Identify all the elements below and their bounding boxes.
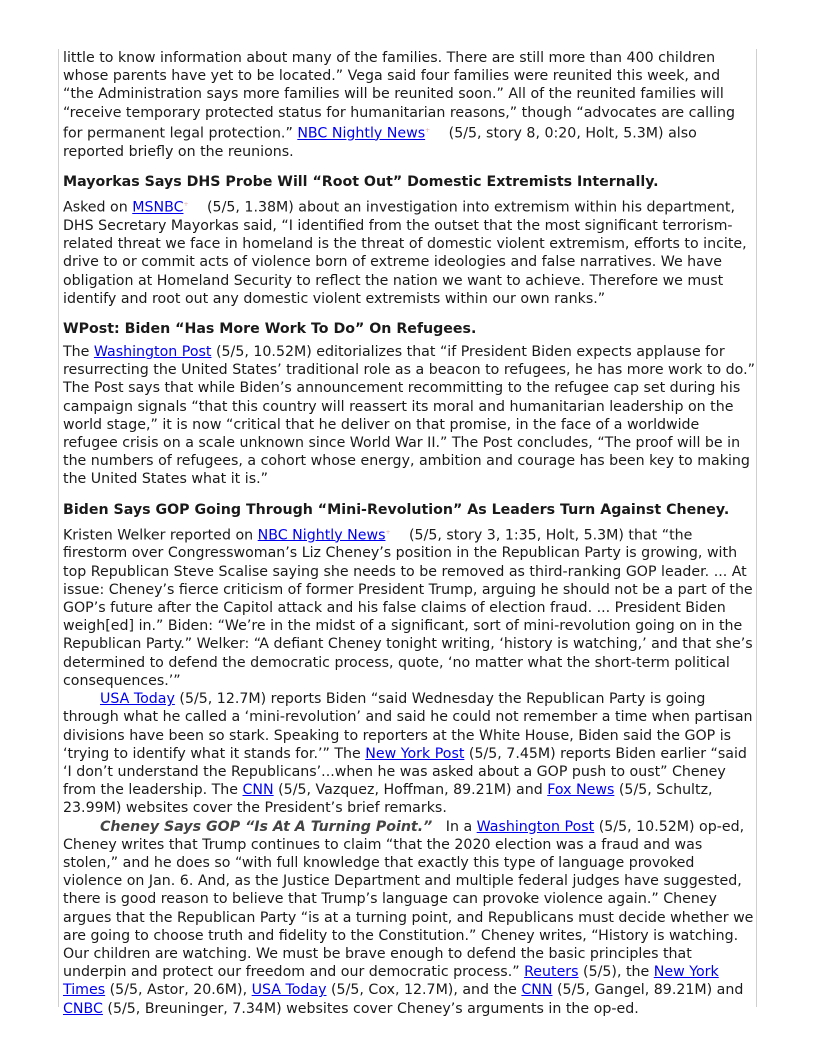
video-marker-icon: + [183,200,189,208]
fox-news-link[interactable]: Fox News [547,782,615,799]
story-heading-cheney: Biden Says GOP Going Through “Mini-Revolution” As Leaders Turn Against Cheney. [63,501,730,518]
story-body-mayorkas [63,196,755,308]
body-text: (5/5, 10.52M) editorializes that “if President Biden expects applause for resurrecting the United States’ traditional role as a beacon to refugees, he has more work to do.” The Post says that while Biden’s announcement recommitting to the refugee cap set during his campaign signals “that this country will reassert its moral and humanitarian leadership on the world stage,” it is now “critical that he deliver on that promise, in the face of a worldwide refugee crisis on a scale unknown since World War II.” The Post concludes, “The proof will be in the numbers of refugees, a cohort whose energy, ambition and courage has been key to making the United States what it is.” [63,343,755,488]
video-marker-icon: + [425,126,431,134]
usa-today-link[interactable]: USA Today [100,691,175,708]
usa-today-link[interactable]: USA Today [251,982,327,999]
story-body-cheney-p2 [63,690,755,817]
body-text: The [63,343,94,360]
body-text: (5/5, Astor, 20.6M), [105,982,252,999]
cnbc-link[interactable]: CNBC [63,1000,103,1017]
body-text: (5/5, 10.52M) op-ed, Cheney writes that Trump continues to claim “that the 2020 election was a fraud and was stolen,” and he does so “with full knowledge that exactly this type of language provoked violence on Jan. 6. And, as the Justice Department and multiple federal judges have suggested, there is good reason to believe that Trump’s language can provoke violence again.” Cheney argues that the Republican Party “is at a turning point, and Republicans must decide whether we are going to choose truth and fidelity to the Constitution.” Cheney writes, “History is watching. Our children are watching. We must be brave enough to defend the basic principles that underpin and protect our freedom and our democratic process.” [63,818,754,981]
body-text: (5/5, 1.38M) about an investigation into extremism within his department, DHS Secretary Mayorkas said, “I identified from the outset that the most significant terrorism-related threat we face in homeland is the threat of domestic violent extremism, efforts to incite, drive to or commit acts of violence born of extreme ideologies and false narratives. We have obligation at Homeland Security to reflect the nation we want to achieve. Therefore we must identify and root out any domestic violent extremists within our own ranks.” [63,199,747,307]
body-text: In a [432,818,477,835]
body-text: (5/5, story 8, 0:20, Holt, 5.3M) also reported briefly on the reunions. [63,125,697,160]
subheading-turning-point: Cheney Says GOP “Is At A Turning Point.” [100,818,433,835]
body-text: Kristen Welker reported on [63,527,258,544]
story-body-cheney-p3 [63,818,755,1018]
body-text: little to know information about many of the families. There are still more than 400 children whose parents have yet to be located.” Vega said four families were reunited this week, and “the Administration says more families will be reunited soon.” All of the reunited families will “receive temporary protected status for humanitarian reasons,” though “advocates are calling for permanent legal protection.” [63,50,735,142]
body-text: (5/5), the [578,964,654,981]
nbc-nightly-news-link[interactable]: NBC Nightly News [297,125,426,142]
body-text: (5/5, Breuninger, 7.34M) websites cover Cheney’s arguments in the op-ed. [102,1000,639,1017]
story-heading-mayorkas: Mayorkas Says DHS Probe Will “Root Out” Domestic Extremists Internally. [63,173,659,190]
story-body-cheney-p1 [63,524,755,691]
body-text: (5/5, 7.45M) reports Biden earlier “said ‘I don’t understand the Republicans’...when he was asked about a GOP push to oust” Cheney from the leadership. The [63,745,747,799]
story-heading-refugees: WPost: Biden “Has More Work To Do” On Refugees. [63,320,477,337]
body-text: (5/5, Gangel, 89.21M) and [552,982,744,999]
washington-post-link[interactable]: Washington Post [93,343,212,360]
left-margin-rule [58,49,59,1007]
right-margin-rule [756,49,757,1007]
body-text: (5/5, Cox, 12.7M), and the [326,982,522,999]
reunion-story-continuation [63,49,755,161]
new-york-post-link[interactable]: New York Post [365,745,465,762]
body-text: (5/5, Schultz, 23.99M) websites cover the President’s brief remarks. [63,782,713,817]
reuters-link[interactable]: Reuters [524,964,579,981]
nbc-nightly-news-link[interactable]: NBC Nightly News [257,527,386,544]
body-text: (5/5, Vazquez, Hoffman, 89.21M) and [273,782,548,799]
cnn-link[interactable]: CNN [521,982,553,999]
body-text: (5/5, 12.7M) reports Biden “said Wednesday the Republican Party is going through what he called a ‘mini-revolution’ and said he could not remember a time when partisan divisions have been so stark. Speaking to reporters at the White House, Biden said the GOP is ‘trying to identify what it stands for.’” The [63,691,753,762]
story-body-refugees [63,343,755,489]
news-document [63,49,755,1018]
washington-post-link[interactable]: Washington Post [476,818,595,835]
msnbc-link[interactable]: MSNBC [132,199,184,216]
body-text: (5/5, story 3, 1:35, Holt, 5.3M) that “the firestorm over Congresswoman’s Liz Cheney’s position in the Republican Party is growing, with top Republican Steve Scalise saying she needs to be removed as third-ranking GOP leader. ... At issue: Cheney’s fierce criticism of former President Trump, arguing he should not be a part of the GOP’s future after the Capitol attack and his false claims of election fraud. ... President Biden weigh[ed] in.” Biden: “We’re in the midst of a significant, sort of mini-revolution going on in the Republican Party.” Welker: “A defiant Cheney tonight writing, ‘history is watching,’ and that she’s determined to defend the democratic process, quote, ‘no matter what the short-term political consequences.’” [63,527,753,689]
body-text: Asked on [63,199,133,216]
new-york-times-link[interactable]: New York Times [63,964,719,999]
video-marker-icon: + [385,528,391,536]
cnn-link[interactable]: CNN [242,782,274,799]
